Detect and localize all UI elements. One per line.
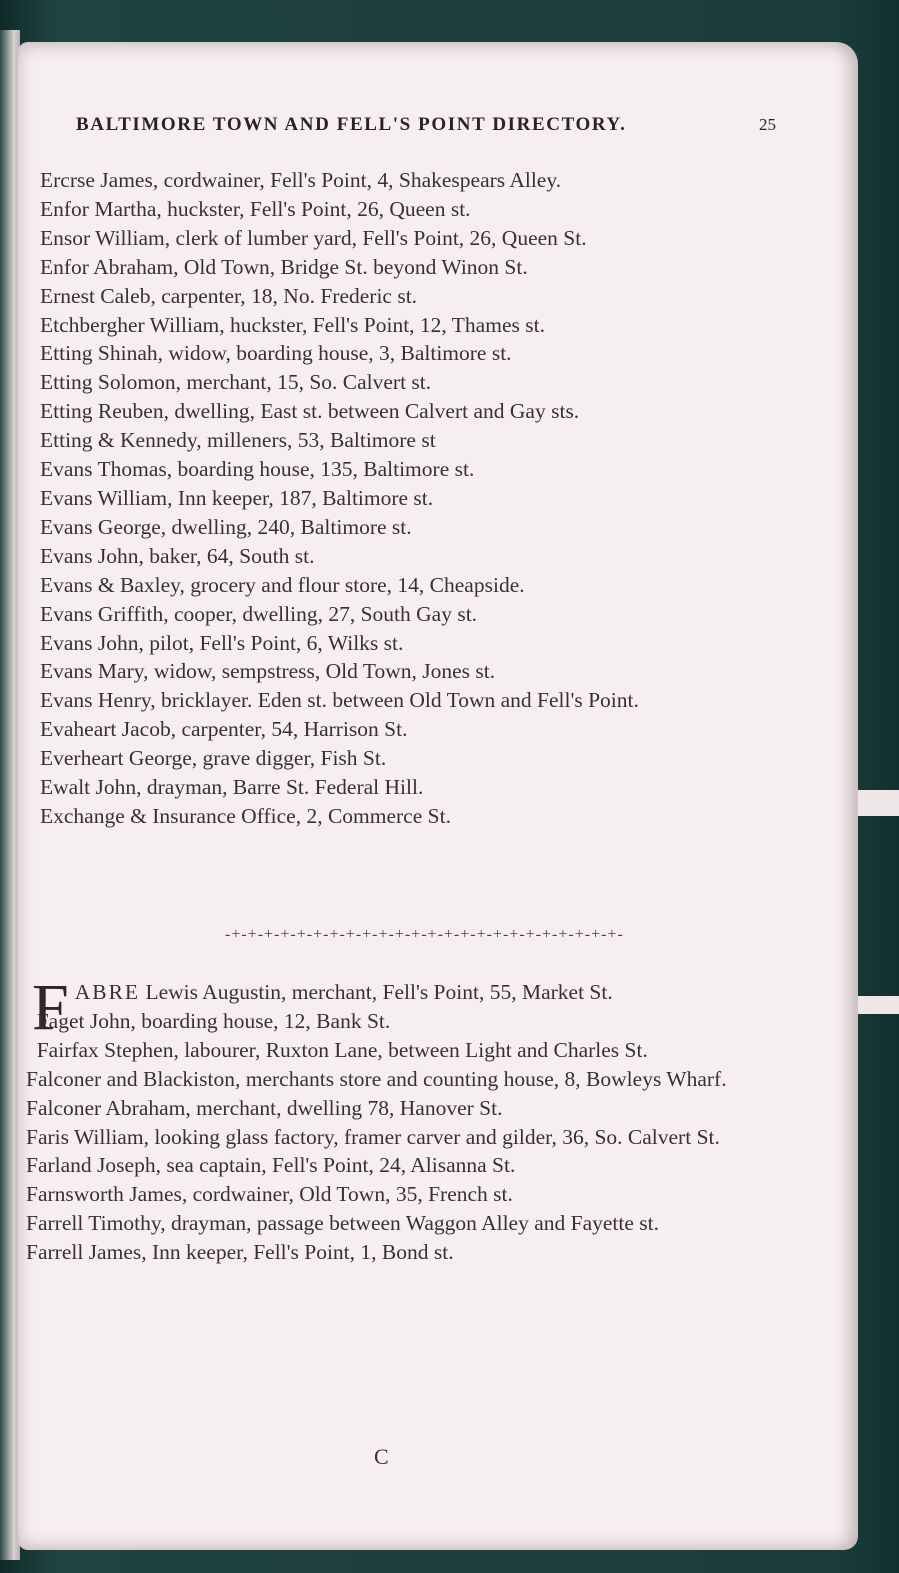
directory-entry: Everheart George, grave digger, Fish St.	[40, 746, 387, 771]
directory-entry: Ewalt John, drayman, Barre St. Federal Hill.	[40, 775, 424, 800]
directory-entry: Enfor Martha, huckster, Fell's Point, 26, Queen st.	[40, 196, 471, 221]
directory-entry: Falconer and Blackiston, merchants store and counting house, 8, Bowleys Wharf.	[26, 1066, 727, 1091]
directory-entry: Enfor Abraham, Old Town, Bridge St. beyond Winon St.	[40, 254, 528, 279]
directory-entry: Fairfax Stephen, labourer, Ruxton Lane, between Light and Charles St.	[36, 1037, 648, 1062]
page-edge-tab	[856, 996, 899, 1014]
directory-entry: Evaheart Jacob, carpenter, 54, Harrison St.	[40, 717, 408, 742]
directory-entry: Evans William, Inn keeper, 187, Baltimore st.	[40, 485, 434, 510]
directory-entry: Evans Thomas, boarding house, 135, Baltimore st.	[40, 457, 475, 482]
directory-entry: Farland Joseph, sea captain, Fell's Point, 24, Alisanna St.	[26, 1153, 516, 1178]
directory-entry: Farrell James, Inn keeper, Fell's Point, 1, Bond st.	[26, 1240, 454, 1265]
directory-entry: Evans George, dwelling, 240, Baltimore st.	[40, 514, 412, 539]
directory-entry: Evans Mary, widow, sempstress, Old Town, Jones st.	[40, 659, 496, 684]
directory-entry: Etting Shinah, widow, boarding house, 3, Baltimore st.	[40, 341, 512, 366]
entries-e-list	[40, 166, 775, 831]
directory-entry: Etting & Kennedy, milleners, 53, Baltimore st	[40, 428, 436, 453]
drop-cap: F	[32, 971, 69, 1044]
directory-entry: Farnsworth James, cordwainer, Old Town, 35, French st.	[26, 1182, 513, 1207]
entry-text: Lewis Augustin, merchant, Fell's Point, 55, Market St.	[140, 980, 613, 1004]
page-edge-tab	[856, 790, 899, 816]
directory-entry: Evans John, pilot, Fell's Point, 6, Wilks st.	[40, 630, 404, 655]
directory-entry: Ercrse James, cordwainer, Fell's Point, 4, Shakespears Alley.	[40, 168, 562, 192]
signature-mark: C	[374, 1444, 389, 1469]
directory-entry: Faget John, boarding house, 12, Bank St.	[36, 1008, 391, 1033]
page-number: 25	[759, 115, 776, 134]
directory-entry: Farrell Timothy, drayman, passage between Waggon Alley and Fayette st.	[26, 1211, 660, 1236]
section-ornament: -+-+-+-+-+-+-+-+-+-+-+-+-+-+-+-+-+-+-+-+-+-+-+-+-	[225, 926, 624, 943]
directory-entry: Etting Solomon, merchant, 15, So. Calvert st.	[40, 370, 432, 395]
directory-entry: Evans John, baker, 64, South st.	[40, 543, 315, 568]
directory-entry: Etchbergher William, huckster, Fell's Point, 12, Thames st.	[40, 312, 545, 337]
directory-entry: Evans & Baxley, grocery and flour store, 14, Cheapside.	[40, 572, 525, 597]
directory-entry: Evans Henry, bricklayer. Eden st. between Old Town and Fell's Point.	[40, 688, 639, 713]
entries-f-list	[26, 971, 761, 1267]
directory-entry: Evans Griffith, cooper, dwelling, 27, South Gay st.	[40, 601, 478, 626]
directory-entry: Ernest Caleb, carpenter, 18, No. Frederic st.	[40, 283, 418, 308]
directory-entry: Etting Reuben, dwelling, East st. between Calvert and Gay sts.	[40, 399, 580, 424]
running-head	[76, 114, 776, 136]
directory-entry: Ensor William, clerk of lumber yard, Fell's Point, 26, Queen St.	[40, 225, 587, 250]
directory-entry: Faris William, looking glass factory, framer carver and gilder, 36, So. Calvert St.	[26, 1124, 720, 1149]
entry-caps: ABRE	[74, 980, 141, 1004]
directory-entry: Exchange & Insurance Office, 2, Commerce St.	[40, 803, 451, 828]
left-page-edge	[0, 30, 20, 1560]
directory-entry: Falconer Abraham, merchant, dwelling 78, Hanover St.	[26, 1095, 503, 1120]
page-title: BALTIMORE TOWN AND FELL'S POINT DIRECTORY.	[76, 114, 627, 135]
